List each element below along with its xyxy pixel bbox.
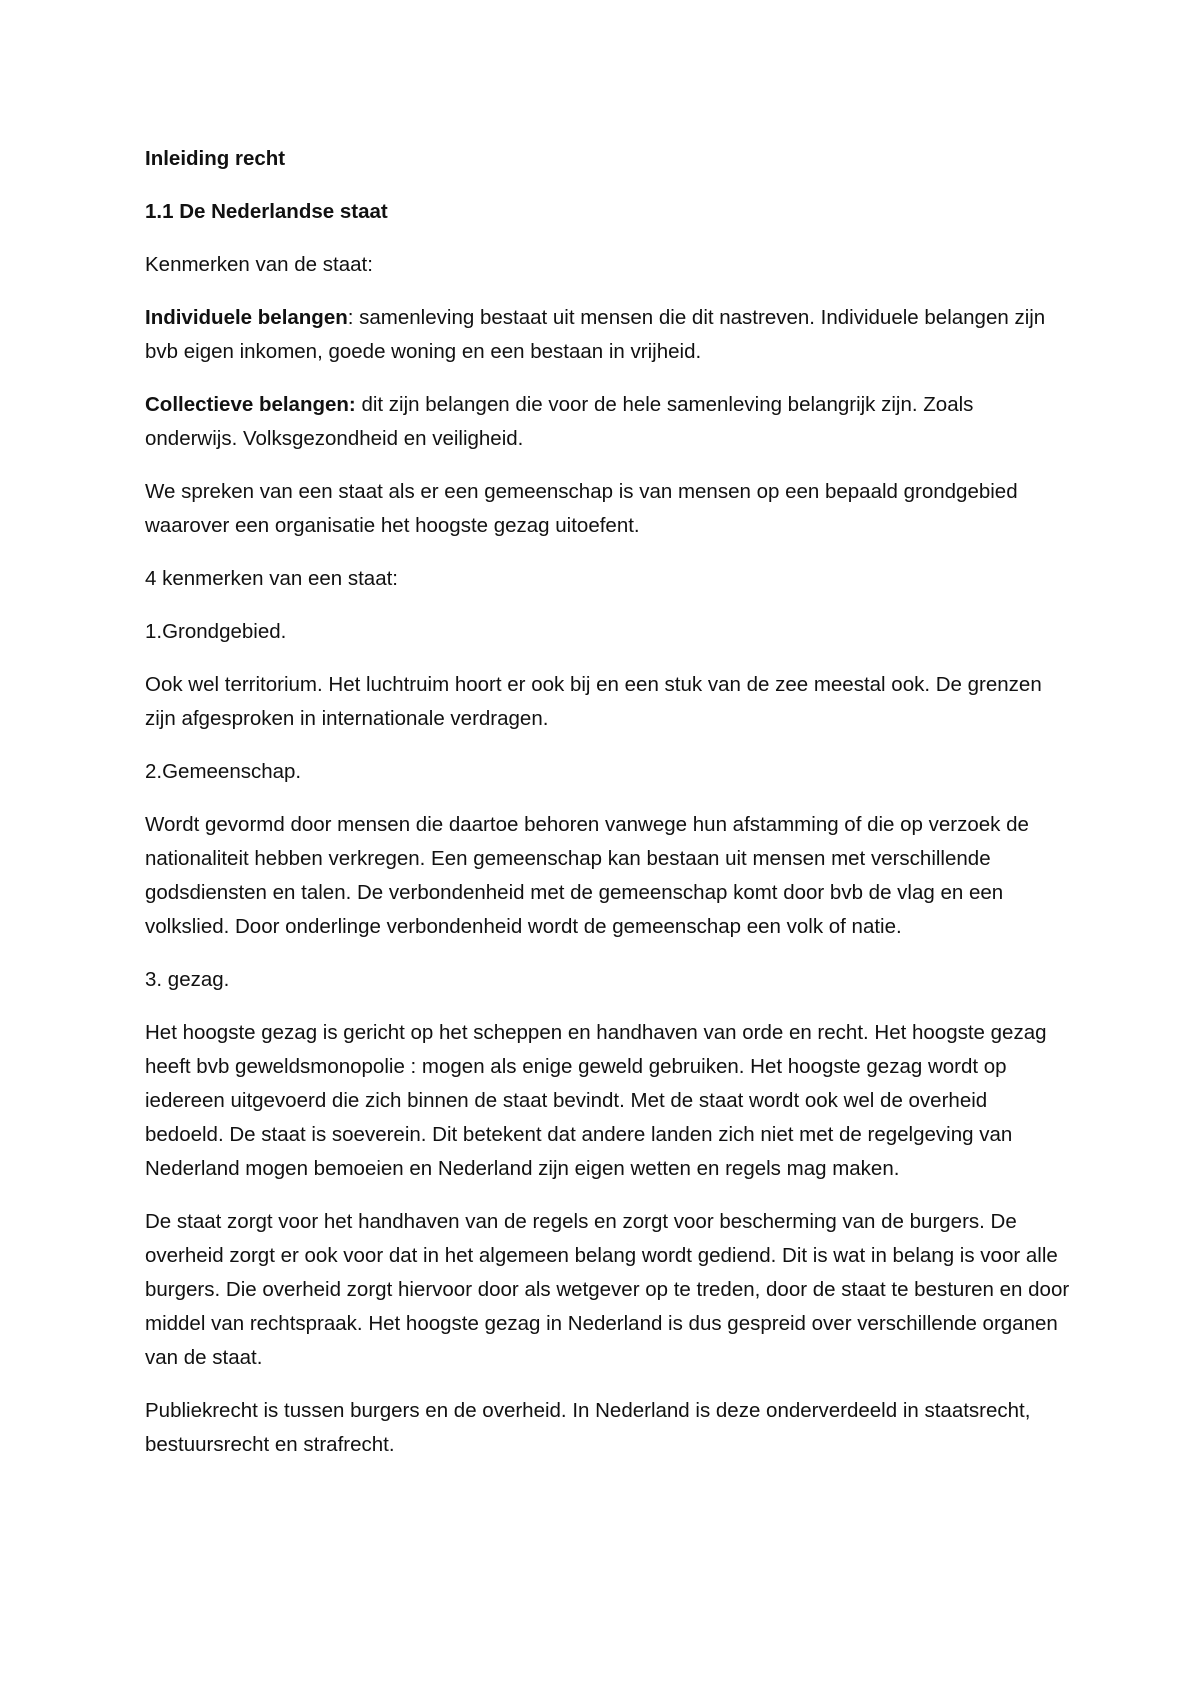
text-collectieve-belangen: dit zijn belangen die voor de hele samenleving belangrijk zijn. Zoals onderwijs. Volksgezondheid en veiligheid. (145, 393, 974, 450)
paragraph-kenmerken: Kenmerken van de staat: (145, 253, 373, 276)
heading-gezag: 3. gezag. (145, 968, 230, 991)
section-heading: 1.1 De Nederlandse staat (145, 200, 388, 223)
paragraph-individuele-belangen (145, 301, 1070, 369)
term-collectieve-belangen: Collectieve belangen: (145, 393, 356, 416)
paragraph-gemeenschap: Wordt gevormd door mensen die daartoe behoren vanwege hun afstamming of die op verzoek de nationaliteit hebben verkregen. Een gemeenschap kan bestaan uit mensen met verschillende godsdiensten en talen. De verbondenheid met de gemeenschap komt door bvb de vlag en een volkslied. Door onderlinge verbondenheid wordt de gemeenschap een volk of natie. (145, 813, 1029, 938)
paragraph-grondgebied: Ook wel territorium. Het luchtruim hoort er ook bij en een stuk van de zee meestal ook. De grenzen zijn afgesproken in internationale verdragen. (145, 673, 1042, 730)
document-page (145, 142, 1070, 1481)
paragraph-publiekrecht: Publiekrecht is tussen burgers en de overheid. In Nederland is deze onderverdeeld in staatsrecht, bestuursrecht en strafrecht. (145, 1399, 1031, 1456)
paragraph-4-kenmerken: 4 kenmerken van een staat: (145, 567, 398, 590)
paragraph-collectieve-belangen (145, 388, 1070, 456)
paragraph-staat-zorgt: De staat zorgt voor het handhaven van de regels en zorgt voor bescherming van de burgers. De overheid zorgt er ook voor dat in het algemeen belang wordt gediend. Dit is wat in belang is voor alle burgers. Die overheid zorgt hiervoor door als wetgever op te treden, door de staat te besturen en door middel van rechtspraak. Het hoogste gezag in Nederland is dus gespreid over verschillende organen van de staat. (145, 1210, 1070, 1369)
heading-grondgebied: 1.Grondgebied. (145, 620, 287, 643)
paragraph-gezag: Het hoogste gezag is gericht op het scheppen en handhaven van orde en recht. Het hoogste gezag heeft bvb geweldsmonopolie : mogen als enige geweld gebruiken. Het hoogste gezag wordt op iedereen uitgevoerd die zich binnen de staat bevindt. Met de staat wordt ook wel de overheid bedoeld. De staat is soeverein. Dit betekent dat andere landen zich niet met de regelgeving van Nederland mogen bemoeien en Nederland zijn eigen wetten en regels mag maken. (145, 1021, 1047, 1180)
heading-gemeenschap: 2.Gemeenschap. (145, 760, 302, 783)
text-individuele-belangen: : samenleving bestaat uit mensen die dit nastreven. Individuele belangen zijn bvb eigen inkomen, goede woning en een bestaan in vrijheid. (145, 306, 1046, 363)
paragraph-staat-definitie: We spreken van een staat als er een gemeenschap is van mensen op een bepaald grondgebied waarover een organisatie het hoogste gezag uitoefent. (145, 480, 1018, 537)
term-individuele-belangen: Individuele belangen (145, 306, 348, 329)
document-title: Inleiding recht (145, 147, 286, 170)
